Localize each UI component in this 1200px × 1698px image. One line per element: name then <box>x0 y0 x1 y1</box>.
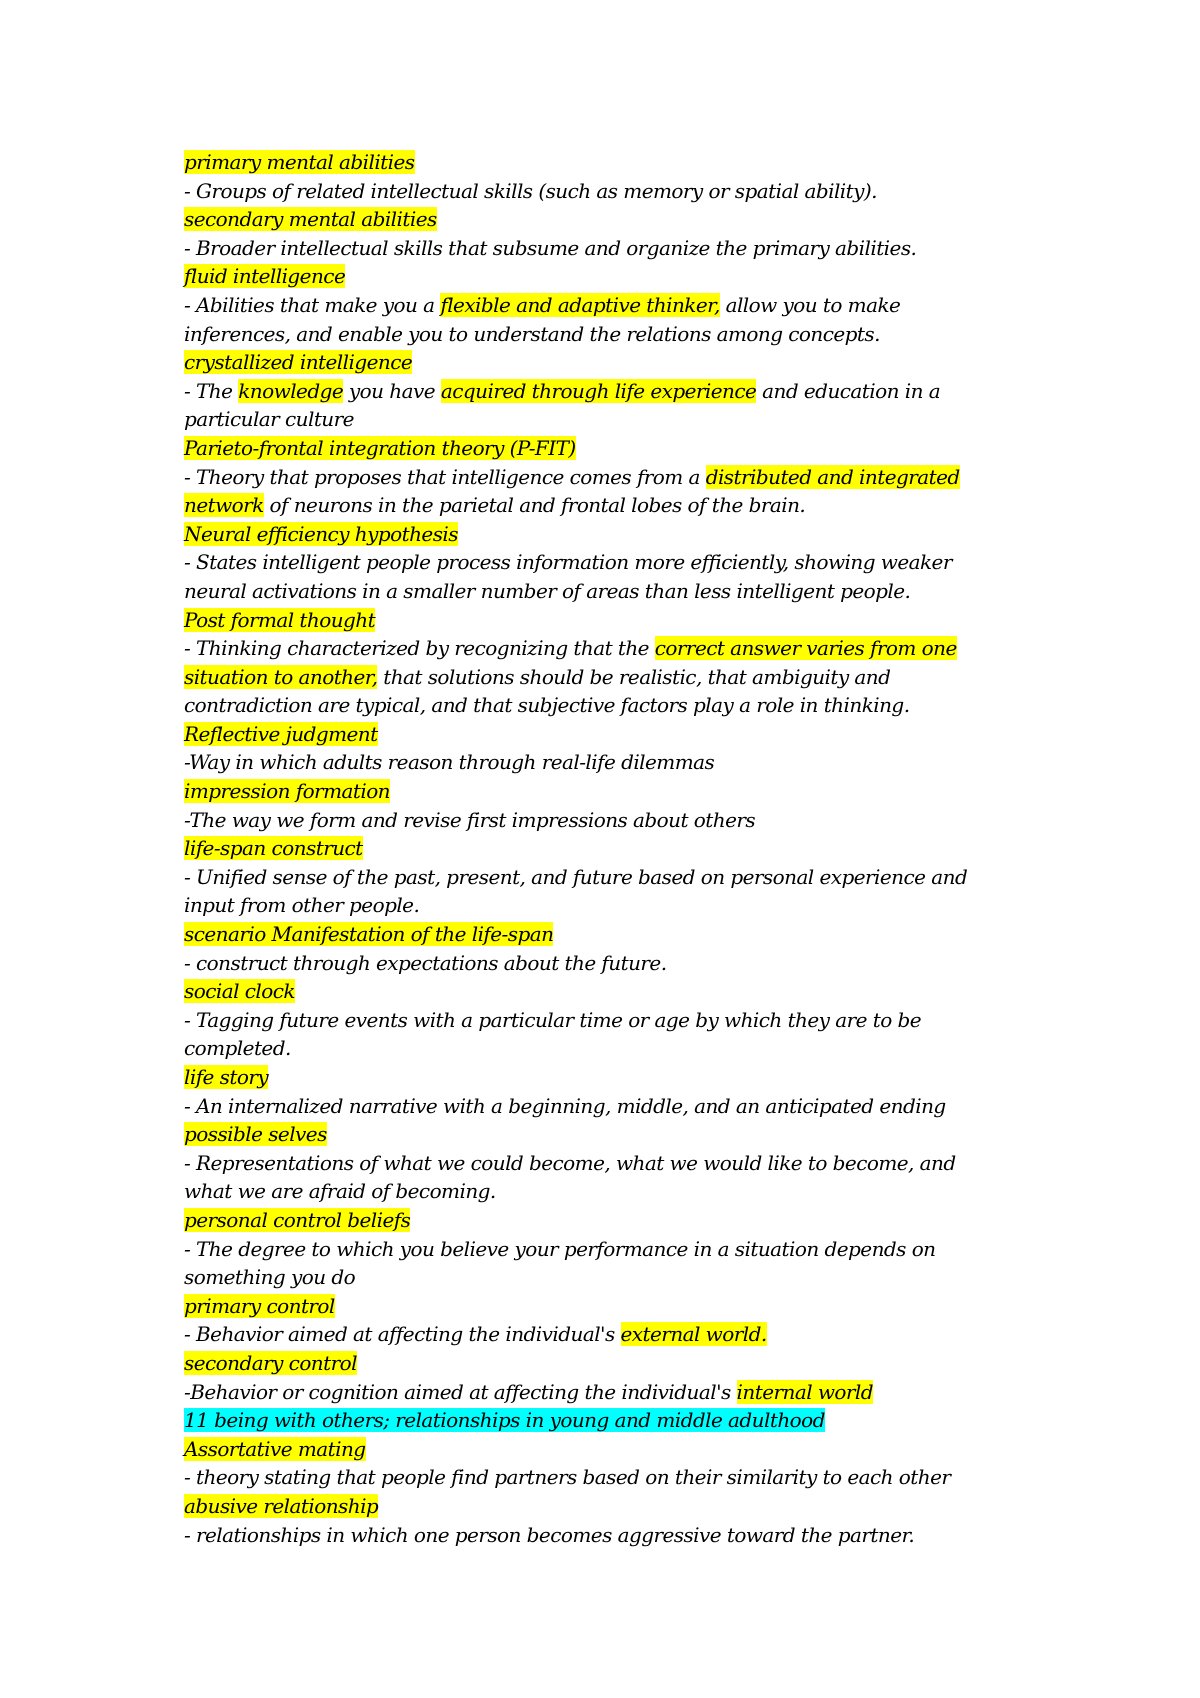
text-span: - Thinking characterized by recognizing that the <box>184 636 655 661</box>
text-line <box>184 463 1034 492</box>
highlighted-text: Neural efficiency hypothesis <box>184 521 458 546</box>
highlighted-text: personal control beliefs <box>184 1207 411 1232</box>
highlighted-text: Assortative mating <box>184 1436 366 1461</box>
text-line <box>184 234 1034 263</box>
highlighted-text: flexible and adaptive thinker, <box>440 292 720 317</box>
text-span: input from other people. <box>184 893 420 918</box>
text-line <box>184 577 1034 606</box>
text-span: of neurons in the parietal and frontal lobes of the brain. <box>263 493 806 518</box>
text-span: - Theory that proposes that intelligence comes from a <box>184 464 706 489</box>
text-span: - States intelligent people process information more efficiently, showing weaker <box>184 550 952 575</box>
text-line <box>184 348 1034 377</box>
text-line <box>184 262 1034 291</box>
text-line <box>184 491 1034 520</box>
text-line <box>184 720 1034 749</box>
text-line <box>184 291 1034 320</box>
text-span: -Behavior or cognition aimed at affecting the individual's <box>184 1379 737 1404</box>
text-line <box>184 949 1034 978</box>
text-line <box>184 548 1034 577</box>
text-line <box>184 1406 1034 1435</box>
highlighted-text: social clock <box>184 979 295 1004</box>
text-span: - relationships in which one person becomes aggressive toward the partner. <box>184 1522 915 1547</box>
text-span: you have <box>343 378 441 403</box>
text-line <box>184 1149 1034 1178</box>
text-line <box>184 177 1034 206</box>
text-span: particular culture <box>184 407 354 432</box>
highlighted-text: scenario Manifestation of the life-span <box>184 922 554 947</box>
text-span: - The <box>184 378 239 403</box>
highlighted-text: Post formal thought <box>184 607 376 632</box>
highlighted-text: Parieto-frontal integration theory (P-FIT) <box>184 435 576 460</box>
highlighted-text: primary mental abilities <box>184 150 415 174</box>
text-line <box>184 1521 1034 1550</box>
text-line <box>184 748 1034 777</box>
text-line <box>184 663 1034 692</box>
text-span: allow you to make <box>719 292 901 317</box>
text-line <box>184 606 1034 635</box>
text-line <box>184 148 1034 177</box>
text-line <box>184 377 1034 406</box>
highlighted-text: network <box>184 493 264 518</box>
text-span: - theory stating that people find partners based on their similarity to each other <box>184 1465 951 1490</box>
text-line <box>184 1206 1034 1235</box>
text-line <box>184 920 1034 949</box>
text-line <box>184 1349 1034 1378</box>
text-line <box>184 1263 1034 1292</box>
text-line <box>184 634 1034 663</box>
text-line <box>184 320 1034 349</box>
text-line <box>184 1092 1034 1121</box>
highlighted-text: impression formation <box>184 779 391 804</box>
highlighted-text: possible selves <box>184 1122 327 1147</box>
text-line <box>184 1006 1034 1035</box>
text-line <box>184 1177 1034 1206</box>
highlighted-text: primary control <box>184 1293 335 1318</box>
highlighted-text: correct answer varies from one <box>654 636 957 661</box>
text-span: - Abilities that make you a <box>184 292 441 317</box>
highlighted-text: life-span construct <box>184 836 363 861</box>
highlighted-text: life story <box>184 1065 269 1089</box>
text-line <box>184 1320 1034 1349</box>
text-span: - An internalized narrative with a beginning, middle, and an anticipated ending <box>184 1093 946 1118</box>
highlighted-text: external world. <box>620 1322 767 1347</box>
text-span: -The way we form and revise first impressions about others <box>184 807 756 832</box>
text-line <box>184 1435 1034 1464</box>
text-line <box>184 405 1034 434</box>
highlighted-text: acquired through life experience <box>440 378 757 403</box>
text-line <box>184 891 1034 920</box>
text-line <box>184 1463 1034 1492</box>
text-line <box>184 1378 1034 1407</box>
text-line <box>184 806 1034 835</box>
highlighted-text: internal world <box>736 1379 874 1404</box>
text-line <box>184 1292 1034 1321</box>
text-span: completed. <box>184 1036 291 1061</box>
text-line <box>184 1235 1034 1264</box>
text-line <box>184 777 1034 806</box>
chapter-heading-highlight: 11 being with others; relationships in young and middle adulthood <box>184 1408 825 1433</box>
text-span: and education in a <box>756 378 941 403</box>
text-line <box>184 434 1034 463</box>
text-line <box>184 834 1034 863</box>
text-span: - construct through expectations about the future. <box>184 950 667 975</box>
text-line <box>184 863 1034 892</box>
text-line <box>184 1120 1034 1149</box>
highlighted-text: situation to another, <box>184 664 378 689</box>
text-span: what we are afraid of becoming. <box>184 1179 496 1204</box>
highlighted-text: knowledge <box>238 378 344 403</box>
text-line <box>184 520 1034 549</box>
text-line <box>184 1034 1034 1063</box>
document-body <box>184 148 1034 1549</box>
text-span: neural activations in a smaller number of areas than less intelligent people. <box>184 578 911 603</box>
text-span: -Way in which adults reason through real-life dilemmas <box>184 750 715 775</box>
text-line <box>184 205 1034 234</box>
text-span: - Broader intellectual skills that subsume and organize the primary abilities. <box>184 235 917 260</box>
highlighted-text: secondary mental abilities <box>184 207 437 232</box>
text-span: - Tagging future events with a particular time or age by which they are to be <box>184 1007 922 1032</box>
highlighted-text: abusive relationship <box>184 1493 379 1518</box>
highlighted-text: secondary control <box>184 1350 357 1375</box>
text-span: that solutions should be realistic, that ambiguity and <box>377 664 891 689</box>
text-span: - Representations of what we could become, what we would like to become, and <box>184 1150 956 1175</box>
highlighted-text: distributed and integrated <box>705 464 960 489</box>
text-span: - The degree to which you believe your performance in a situation depends on <box>184 1236 936 1261</box>
text-line <box>184 1492 1034 1521</box>
text-line <box>184 691 1034 720</box>
text-span: something you do <box>184 1265 356 1290</box>
text-span: - Groups of related intellectual skills (such as memory or spatial ability). <box>184 178 877 203</box>
text-span: - Behavior aimed at affecting the individual's <box>184 1322 621 1347</box>
highlighted-text: fluid intelligence <box>184 264 346 289</box>
text-span: inferences, and enable you to understand the relations among concepts. <box>184 321 880 346</box>
text-line <box>184 977 1034 1006</box>
text-line <box>184 1063 1034 1092</box>
text-span: - Unified sense of the past, present, and future based on personal experience and <box>184 864 968 889</box>
highlighted-text: crystallized intelligence <box>184 350 413 375</box>
highlighted-text: Reflective judgment <box>184 721 378 746</box>
text-span: contradiction are typical, and that subjective factors play a role in thinking. <box>184 693 910 718</box>
